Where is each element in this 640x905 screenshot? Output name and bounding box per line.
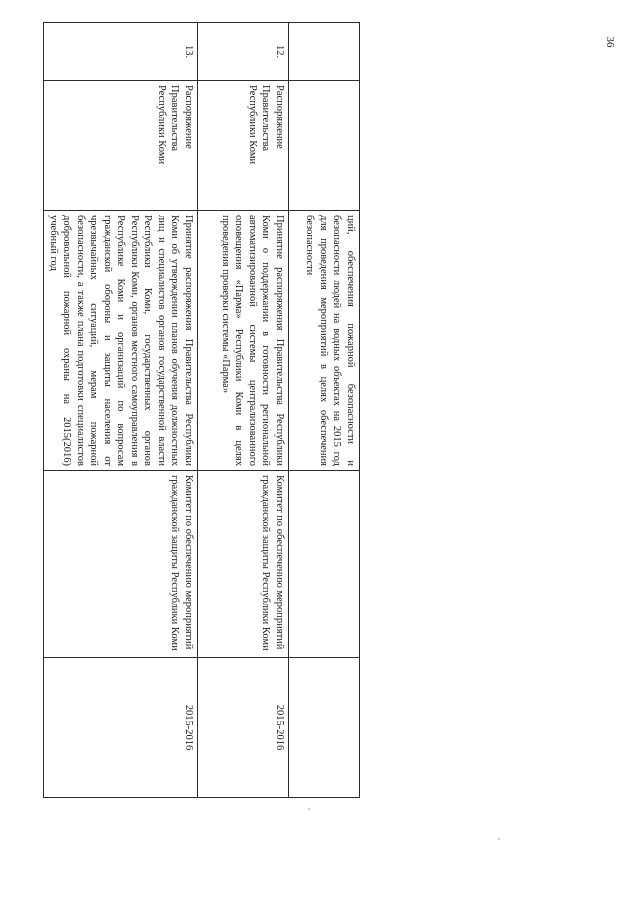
num-cell — [289, 23, 360, 81]
content-cell: Принятие распоряжения Правительства Республики Коми о поддержании в готовности региональной автоматизированной системы централизованного оповещения «Парма» Республики Коми в целях проведения проверки системы «Парма» — [198, 211, 289, 471]
executor-cell: Комитет по обеспечению мероприятий гражданской защиты Республики Коми — [198, 471, 289, 658]
document-cell: Распоряжение Правительства Республики Коми — [198, 81, 289, 211]
table-row — [198, 23, 289, 798]
measures-table — [44, 22, 361, 798]
rotated-table — [48, 22, 360, 797]
num-cell: 13. — [44, 23, 198, 81]
scan-speck — [498, 838, 500, 840]
document-cell — [289, 81, 360, 211]
num-cell: 12. — [198, 23, 289, 81]
scan-speck — [308, 808, 310, 810]
period-cell: 2015-2016 — [198, 658, 289, 798]
period-cell — [289, 658, 360, 798]
content-cell: Принятие распоряжения Правительства Республики Коми об утверждении планов обучения должностных лиц и специалистов органов государственной власти Республики Коми, государственных органов Республики Коми, органов местного самоуправления в Республике Коми и организаций по вопросам гражданской обороны и защиты населения от чрезвычайных ситуаций, мерам пожарной безопасности, а также плана подготовки специалистов добровольной пожарной охраны на 2015(2016) учебный год — [44, 211, 198, 471]
table-row — [44, 23, 198, 798]
table-row-continuation — [289, 23, 360, 798]
page-number: 36 — [604, 36, 616, 48]
document-cell: Распоряжение Правительства Республики Коми — [44, 81, 198, 211]
period-cell: 2015-2016 — [44, 658, 198, 798]
executor-cell: Комитет по обеспечению мероприятий гражданской защиты Республики Коми — [44, 471, 198, 658]
content-cell: ций, обеспечения пожарной безопасности и безопасности людей на водных объектах на 2015 год для проведения мероприятий в целях обеспечения безопасности — [289, 211, 360, 471]
executor-cell — [289, 471, 360, 658]
